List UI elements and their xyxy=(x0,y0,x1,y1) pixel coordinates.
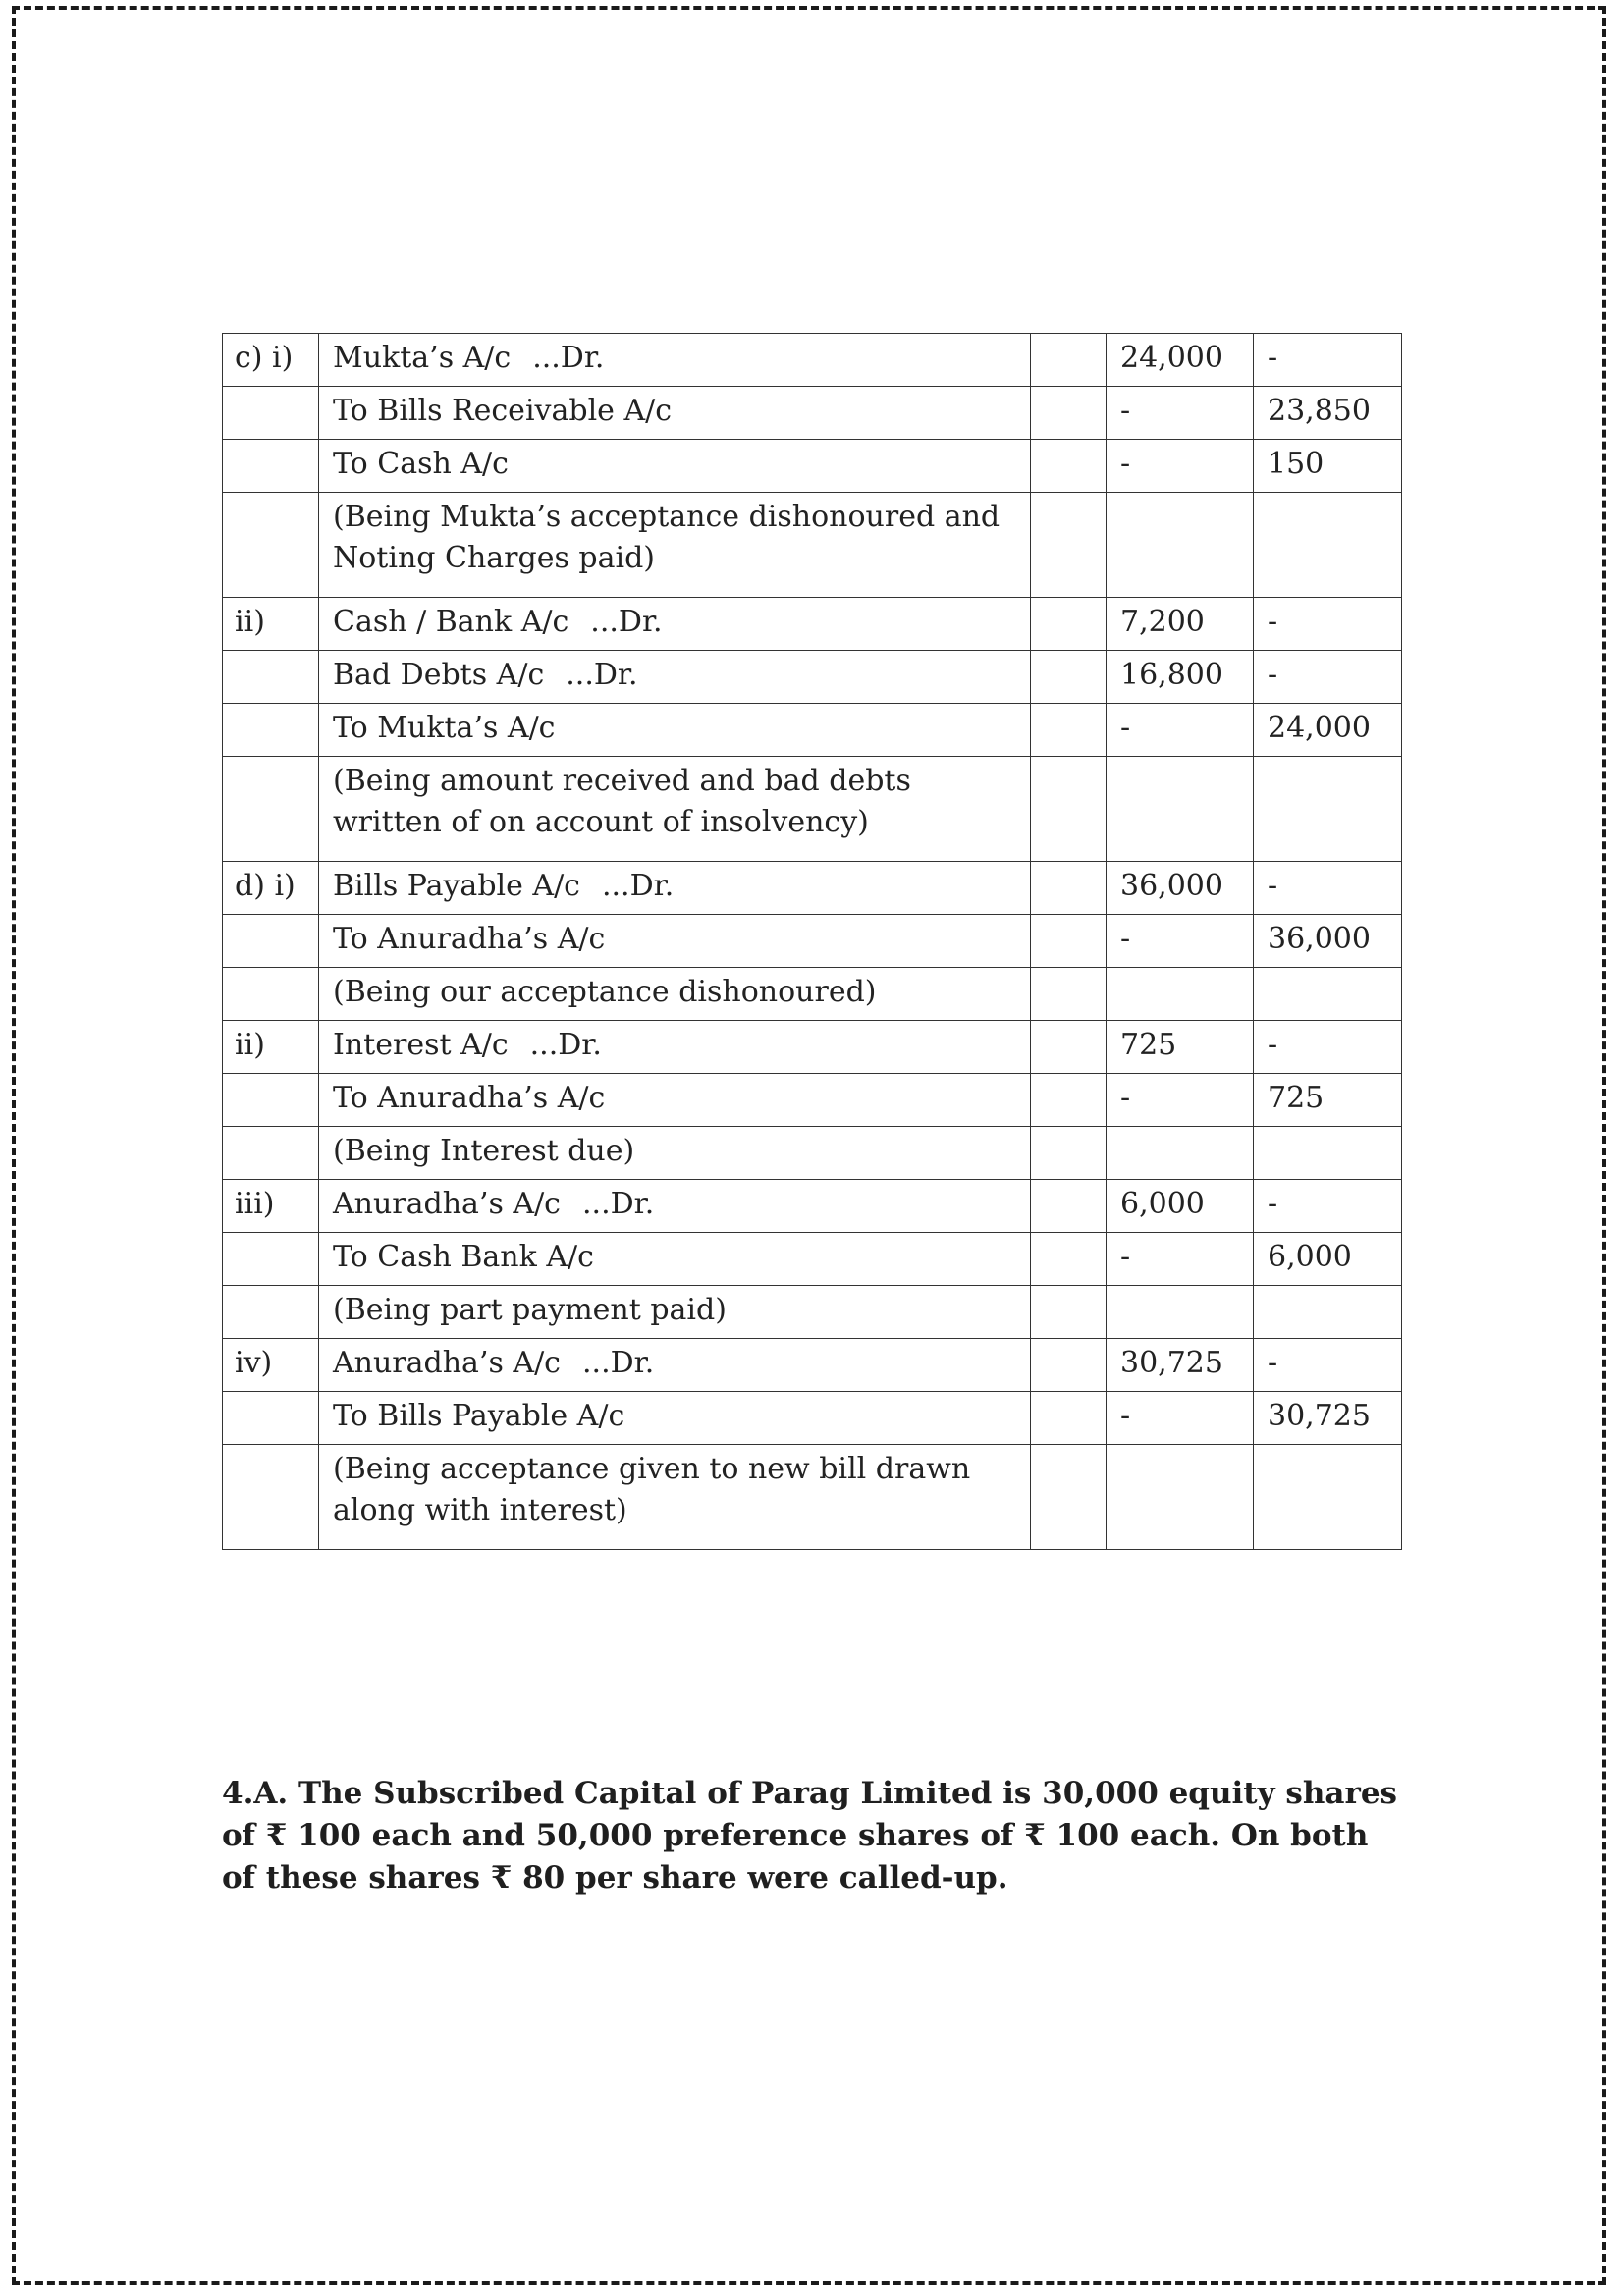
debit-tag: ...Dr. xyxy=(590,605,663,639)
entry-debit: - xyxy=(1107,1233,1254,1286)
entry-lf xyxy=(1031,1392,1107,1445)
narration-text: (Being amount received and bad debts written of on account of insolvency) xyxy=(333,764,911,839)
entry-lf xyxy=(1031,1180,1107,1233)
entry-particulars xyxy=(319,704,1031,757)
table-row xyxy=(223,1339,1402,1392)
entry-ref xyxy=(223,704,319,757)
entry-lf xyxy=(1031,862,1107,915)
particular-text: Anuradha’s A/c xyxy=(333,1346,561,1380)
entry-credit: - xyxy=(1254,334,1402,387)
particular-text: To Mukta’s A/c xyxy=(333,711,556,745)
entry-credit xyxy=(1254,493,1402,598)
particular-text: To Bills Receivable A/c xyxy=(333,394,673,428)
entry-debit: - xyxy=(1107,704,1254,757)
entry-ref xyxy=(223,651,319,704)
table-row xyxy=(223,334,1402,387)
entry-credit: 150 xyxy=(1254,440,1402,493)
table-row xyxy=(223,651,1402,704)
entry-narration xyxy=(319,757,1031,862)
entry-ref xyxy=(223,387,319,440)
entry-lf xyxy=(1031,440,1107,493)
entry-credit xyxy=(1254,968,1402,1021)
particular-text: To Cash A/c xyxy=(333,447,509,481)
entry-debit: 725 xyxy=(1107,1021,1254,1074)
entry-particulars xyxy=(319,651,1031,704)
particular-text: To Anuradha’s A/c xyxy=(333,922,606,956)
entry-lf xyxy=(1031,1339,1107,1392)
particular-text: Interest A/c xyxy=(333,1028,509,1062)
debit-tag: ...Dr. xyxy=(601,869,675,903)
table-row xyxy=(223,1233,1402,1286)
table-row xyxy=(223,1021,1402,1074)
entry-credit: - xyxy=(1254,1339,1402,1392)
table-row xyxy=(223,440,1402,493)
entry-ref xyxy=(223,440,319,493)
debit-tag: ...Dr. xyxy=(532,341,605,375)
particular-text: To Bills Payable A/c xyxy=(333,1399,625,1433)
entry-lf xyxy=(1031,334,1107,387)
entry-lf xyxy=(1031,651,1107,704)
entry-credit: 725 xyxy=(1254,1074,1402,1127)
entry-debit: - xyxy=(1107,1392,1254,1445)
entry-particulars xyxy=(319,334,1031,387)
entry-credit: 30,725 xyxy=(1254,1392,1402,1445)
entry-particulars xyxy=(319,598,1031,651)
question-text: 4.A. The Subscribed Capital of Parag Limited is 30,000 equity shares of ₹ 100 each and 50,000 preference shares of ₹ 100 each. On both of these shares ₹ 80 per share were called-up. xyxy=(222,1776,1398,1896)
entry-particulars xyxy=(319,1180,1031,1233)
entry-particulars xyxy=(319,440,1031,493)
entry-credit: - xyxy=(1254,598,1402,651)
entry-lf xyxy=(1031,493,1107,598)
entry-particulars xyxy=(319,1392,1031,1445)
entry-credit: 24,000 xyxy=(1254,704,1402,757)
entry-credit: - xyxy=(1254,1021,1402,1074)
entry-debit: 7,200 xyxy=(1107,598,1254,651)
entry-ref xyxy=(223,915,319,968)
particular-text: Mukta’s A/c xyxy=(333,341,512,375)
entry-debit: - xyxy=(1107,915,1254,968)
entry-particulars xyxy=(319,1021,1031,1074)
debit-tag: ...Dr. xyxy=(566,658,638,692)
entry-ref xyxy=(223,493,319,598)
entry-lf xyxy=(1031,1286,1107,1339)
entry-ref: c) i) xyxy=(223,334,319,387)
entry-particulars xyxy=(319,1074,1031,1127)
entry-ref xyxy=(223,1392,319,1445)
entry-credit xyxy=(1254,1127,1402,1180)
particular-text: Anuradha’s A/c xyxy=(333,1187,561,1221)
entry-narration xyxy=(319,493,1031,598)
entry-lf xyxy=(1031,598,1107,651)
particular-text: Bills Payable A/c xyxy=(333,869,580,903)
entry-ref: d) i) xyxy=(223,862,319,915)
entry-lf xyxy=(1031,1445,1107,1550)
entry-lf xyxy=(1031,1074,1107,1127)
entry-particulars xyxy=(319,1233,1031,1286)
entry-ref xyxy=(223,1127,319,1180)
table-row xyxy=(223,493,1402,598)
entry-lf xyxy=(1031,1021,1107,1074)
entry-credit xyxy=(1254,1445,1402,1550)
entry-ref: ii) xyxy=(223,598,319,651)
entry-debit xyxy=(1107,1127,1254,1180)
entry-debit xyxy=(1107,1445,1254,1550)
entry-particulars xyxy=(319,1339,1031,1392)
entry-debit xyxy=(1107,493,1254,598)
table-row xyxy=(223,968,1402,1021)
entry-narration xyxy=(319,1445,1031,1550)
entry-lf xyxy=(1031,704,1107,757)
narration-text: (Being Mukta’s acceptance dishonoured and Noting Charges paid) xyxy=(333,500,1001,575)
entry-credit xyxy=(1254,757,1402,862)
debit-tag: ...Dr. xyxy=(582,1346,655,1380)
table-row xyxy=(223,862,1402,915)
particular-text: To Anuradha’s A/c xyxy=(333,1081,606,1115)
entry-particulars xyxy=(319,862,1031,915)
entry-lf xyxy=(1031,1233,1107,1286)
entry-ref xyxy=(223,1074,319,1127)
entry-ref: iv) xyxy=(223,1339,319,1392)
entry-credit: 23,850 xyxy=(1254,387,1402,440)
entry-narration xyxy=(319,968,1031,1021)
table-row xyxy=(223,915,1402,968)
entry-lf xyxy=(1031,1127,1107,1180)
debit-tag: ...Dr. xyxy=(582,1187,655,1221)
table-row xyxy=(223,387,1402,440)
table-row xyxy=(223,1180,1402,1233)
entry-debit: 36,000 xyxy=(1107,862,1254,915)
entry-debit: 6,000 xyxy=(1107,1180,1254,1233)
table-row xyxy=(223,757,1402,862)
entry-credit: 6,000 xyxy=(1254,1233,1402,1286)
entry-debit: 16,800 xyxy=(1107,651,1254,704)
entry-ref: ii) xyxy=(223,1021,319,1074)
narration-text: (Being Interest due) xyxy=(333,1134,635,1168)
entry-credit: - xyxy=(1254,1180,1402,1233)
table-row xyxy=(223,1445,1402,1550)
entry-ref xyxy=(223,757,319,862)
entry-debit: - xyxy=(1107,440,1254,493)
entry-ref xyxy=(223,968,319,1021)
table-row xyxy=(223,1392,1402,1445)
entry-lf xyxy=(1031,757,1107,862)
particular-text: Bad Debts A/c xyxy=(333,658,545,692)
entry-narration xyxy=(319,1127,1031,1180)
entry-debit xyxy=(1107,968,1254,1021)
entry-credit: 36,000 xyxy=(1254,915,1402,968)
entry-lf xyxy=(1031,968,1107,1021)
table-row xyxy=(223,1074,1402,1127)
narration-text: (Being acceptance given to new bill drawn along with interest) xyxy=(333,1452,971,1527)
entry-particulars xyxy=(319,915,1031,968)
entry-narration xyxy=(319,1286,1031,1339)
entry-debit xyxy=(1107,757,1254,862)
entry-lf xyxy=(1031,387,1107,440)
entry-debit xyxy=(1107,1286,1254,1339)
particular-text: To Cash Bank A/c xyxy=(333,1240,594,1274)
entry-lf xyxy=(1031,915,1107,968)
entry-ref: iii) xyxy=(223,1180,319,1233)
table-row xyxy=(223,1286,1402,1339)
entry-ref xyxy=(223,1233,319,1286)
entry-credit: - xyxy=(1254,651,1402,704)
table-row xyxy=(223,1127,1402,1180)
narration-text: (Being part payment paid) xyxy=(333,1293,727,1327)
debit-tag: ...Dr. xyxy=(529,1028,602,1062)
entry-credit xyxy=(1254,1286,1402,1339)
entry-debit: - xyxy=(1107,387,1254,440)
particular-text: Cash / Bank A/c xyxy=(333,605,569,639)
entry-debit: 30,725 xyxy=(1107,1339,1254,1392)
narration-text: (Being our acceptance dishonoured) xyxy=(333,975,877,1009)
entry-debit: - xyxy=(1107,1074,1254,1127)
entry-particulars xyxy=(319,387,1031,440)
journal-entries-table xyxy=(222,333,1402,1550)
entry-debit: 24,000 xyxy=(1107,334,1254,387)
table-row xyxy=(223,598,1402,651)
entry-ref xyxy=(223,1286,319,1339)
entry-ref xyxy=(223,1445,319,1550)
entry-credit: - xyxy=(1254,862,1402,915)
table-row xyxy=(223,704,1402,757)
